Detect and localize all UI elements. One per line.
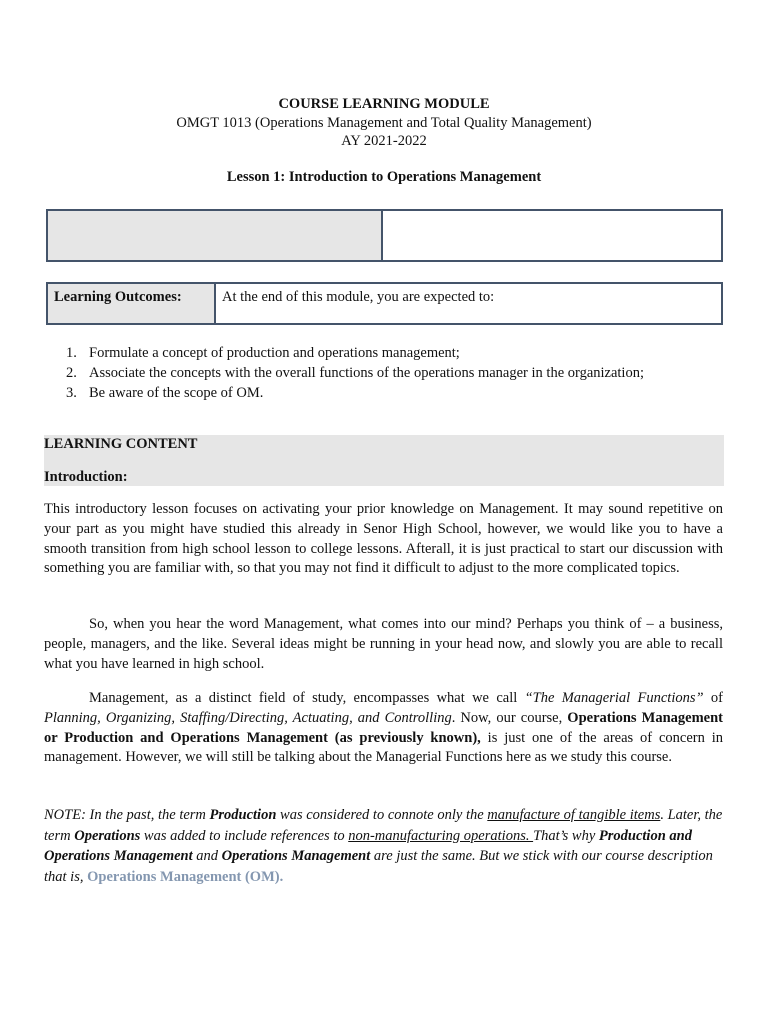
intro-paragraph-3: Management, as a distinct field of study, encompasses what we call “The Managerial Functions” of Planning, Organizing, Staffing/Directing, Actuating, and Controlling. Now, our course, Operations Management or Production and Operations Management (as previously known), is just one of the areas of concern in management. However, we will still be talking about the Managerial Functions here as we study this course.	[44, 690, 724, 766]
intro-paragraph-1: This introductory lesson focuses on activating your prior knowledge on Management. It may sound repetitive on your part as you might have studied this already in Senor High School, however, we would like you to have a smooth transition from high school lesson to college lessons. Afterall, it is just practical to start our discussion with something you are familiar with, so that you may not find it difficult to adjust to the more complicated topics.	[44, 501, 723, 577]
outcomes-list	[62, 343, 742, 403]
learning-outcomes-table	[46, 282, 723, 325]
course-name: OMGT 1013 (Operations Management and Total Quality Management)	[176, 115, 592, 131]
info-cell-right	[383, 211, 721, 260]
introduction-heading: Introduction:	[44, 469, 128, 485]
lesson-title: Lesson 1: Introduction to Operations Management	[226, 169, 542, 185]
intro-paragraph-2: So, when you hear the word Management, what comes into our mind? Perhaps you think of – a business, people, managers, and the like. Several ideas might be running in your head now, and slowly you are able to recall what you have learned in high school.	[44, 616, 723, 672]
learning-outcomes-text: At the end of this module, you are expected to:	[222, 289, 495, 305]
list-item: 2. Associate the concepts with the overall functions of the operations manager in the organization;	[66, 365, 644, 381]
module-title: COURSE LEARNING MODULE	[278, 96, 490, 112]
note-paragraph: NOTE: In the past, the term Production was considered to connote only the manufacture of tangible items. Later, the term Operations was added to include references to non-manufacturing operations. That’s why Production and Operations Management and Operations Management are just the same. But we stick with our course description that is, Operations Management (OM).	[44, 807, 723, 885]
info-table	[46, 209, 723, 262]
academic-year: AY 2021-2022	[341, 133, 427, 149]
om-highlight: Operations Management (OM)	[87, 868, 280, 885]
learning-outcomes-label: Learning Outcomes:	[48, 284, 216, 323]
learning-content-title: LEARNING CONTENT	[44, 436, 198, 452]
list-item: 3. Be aware of the scope of OM.	[66, 385, 264, 401]
info-cell-left	[48, 211, 383, 260]
list-item: 1. Formulate a concept of production and operations management;	[66, 345, 460, 361]
